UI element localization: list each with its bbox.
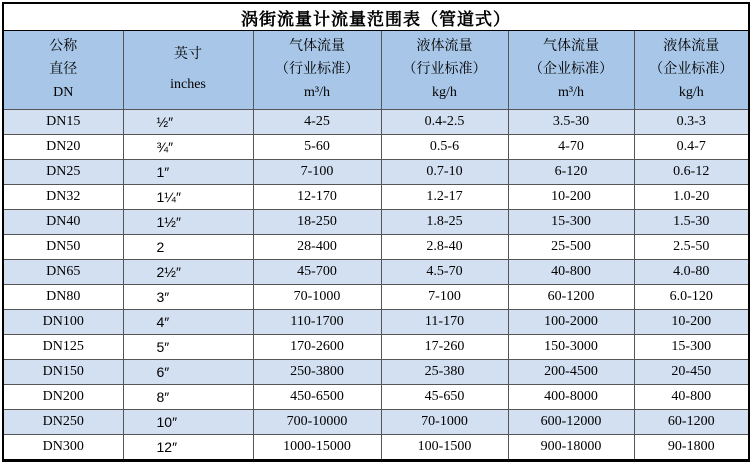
- liquid-flow-enterprise-cell: 60-1200: [634, 410, 749, 435]
- gas-flow-enterprise-cell: 60-1200: [508, 285, 634, 310]
- dn-cell: DN65: [3, 260, 123, 285]
- gas-flow-enterprise-cell: 25-500: [508, 235, 634, 260]
- table-body: [3, 110, 749, 461]
- liquid-flow-industry-cell: 100-1500: [381, 435, 508, 461]
- table-row: [3, 135, 749, 160]
- gas-flow-enterprise-cell: 900-18000: [508, 435, 634, 461]
- col-header-dn: [3, 31, 123, 110]
- gas-flow-enterprise-cell: 40-800: [508, 260, 634, 285]
- col-header-liquid-enterprise-unit: kg/h: [678, 85, 704, 100]
- col-header-dn-line3: DN: [53, 85, 74, 100]
- gas-flow-industry-cell: 70-1000: [253, 285, 381, 310]
- dn-cell: DN100: [3, 310, 123, 335]
- dn-cell: DN250: [3, 410, 123, 435]
- gas-flow-enterprise-cell: 4-70: [508, 135, 634, 160]
- col-header-gas-industry-unit: m³/h: [304, 85, 330, 100]
- gas-flow-industry-cell: 450-6500: [253, 385, 381, 410]
- inches-cell: 10″: [123, 410, 253, 435]
- inches-cell: 3″: [123, 285, 253, 310]
- col-header-inches-line2: inches: [170, 77, 206, 93]
- table-header-row: [3, 31, 749, 110]
- inches-cell: 2: [123, 235, 253, 260]
- table-row: [3, 160, 749, 185]
- gas-flow-industry-cell: 1000-15000: [253, 435, 381, 461]
- gas-flow-industry-cell: 4-25: [253, 110, 381, 135]
- page-title: 涡街流量计流量范围表（管道式）: [3, 3, 749, 31]
- col-header-gas-enterprise-line2: （企业标准）: [529, 62, 613, 77]
- col-header-liquid-enterprise-line1: 液体流量: [663, 39, 720, 54]
- dn-cell: DN40: [3, 210, 123, 235]
- inches-cell: 8″: [123, 385, 253, 410]
- liquid-flow-enterprise-cell: 2.5-50: [634, 235, 749, 260]
- liquid-flow-enterprise-cell: 0.3-3: [634, 110, 749, 135]
- col-header-inches: [123, 31, 253, 110]
- dn-cell: DN80: [3, 285, 123, 310]
- inches-cell: 4″: [123, 310, 253, 335]
- inches-cell: 1½″: [123, 210, 253, 235]
- table-row: [3, 360, 749, 385]
- col-header-gas-enterprise-line1: 气体流量: [543, 39, 599, 54]
- table-row: [3, 385, 749, 410]
- gas-flow-industry-cell: 170-2600: [253, 335, 381, 360]
- gas-flow-industry-cell: 18-250: [253, 210, 381, 235]
- gas-flow-industry-cell: 700-10000: [253, 410, 381, 435]
- liquid-flow-enterprise-cell: 1.5-30: [634, 210, 749, 235]
- dn-cell: DN125: [3, 335, 123, 360]
- liquid-flow-enterprise-cell: 20-450: [634, 360, 749, 385]
- table-row: [3, 185, 749, 210]
- gas-flow-industry-cell: 45-700: [253, 260, 381, 285]
- liquid-flow-enterprise-cell: 10-200: [634, 310, 749, 335]
- col-header-gas-industry: [253, 31, 381, 110]
- liquid-flow-industry-cell: 0.5-6: [381, 135, 508, 160]
- flow-range-table: [2, 2, 750, 462]
- col-header-inches-line1: 英寸: [174, 46, 202, 62]
- liquid-flow-industry-cell: 25-380: [381, 360, 508, 385]
- gas-flow-enterprise-cell: 3.5-30: [508, 110, 634, 135]
- col-header-liquid-industry-unit: kg/h: [432, 85, 457, 100]
- col-header-liquid-industry-line1: 液体流量: [416, 39, 473, 54]
- col-header-gas-industry-line2: （行业标准）: [275, 62, 359, 77]
- liquid-flow-enterprise-cell: 15-300: [634, 335, 749, 360]
- inches-cell: 6″: [123, 360, 253, 385]
- title-row: [3, 3, 749, 31]
- liquid-flow-enterprise-cell: 0.4-7: [634, 135, 749, 160]
- liquid-flow-enterprise-cell: 4.0-80: [634, 260, 749, 285]
- dn-cell: DN200: [3, 385, 123, 410]
- table-row: [3, 410, 749, 435]
- gas-flow-enterprise-cell: 10-200: [508, 185, 634, 210]
- liquid-flow-industry-cell: 45-650: [381, 385, 508, 410]
- table-row: [3, 110, 749, 135]
- col-header-liquid-industry-line2: （行业标准）: [402, 62, 487, 77]
- liquid-flow-industry-cell: 70-1000: [381, 410, 508, 435]
- gas-flow-enterprise-cell: 6-120: [508, 160, 634, 185]
- liquid-flow-industry-cell: 2.8-40: [381, 235, 508, 260]
- liquid-flow-industry-cell: 1.8-25: [381, 210, 508, 235]
- liquid-flow-industry-cell: 11-170: [381, 310, 508, 335]
- gas-flow-industry-cell: 28-400: [253, 235, 381, 260]
- gas-flow-enterprise-cell: 200-4500: [508, 360, 634, 385]
- gas-flow-industry-cell: 5-60: [253, 135, 381, 160]
- dn-cell: DN20: [3, 135, 123, 160]
- liquid-flow-enterprise-cell: 90-1800: [634, 435, 749, 461]
- table-row: [3, 335, 749, 360]
- table-row: [3, 310, 749, 335]
- dn-cell: DN15: [3, 110, 123, 135]
- inches-cell: ½″: [123, 110, 253, 135]
- gas-flow-enterprise-cell: 15-300: [508, 210, 634, 235]
- gas-flow-enterprise-cell: 600-12000: [508, 410, 634, 435]
- table-row: [3, 210, 749, 235]
- dn-cell: DN150: [3, 360, 123, 385]
- liquid-flow-industry-cell: 17-260: [381, 335, 508, 360]
- col-header-liquid-enterprise-line2: （企业标准）: [649, 62, 734, 77]
- col-header-gas-enterprise: [508, 31, 634, 110]
- dn-cell: DN25: [3, 160, 123, 185]
- col-header-gas-industry-line1: 气体流量: [289, 39, 345, 54]
- inches-cell: 1¼″: [123, 185, 253, 210]
- col-header-liquid-industry: [381, 31, 508, 110]
- table-row: [3, 260, 749, 285]
- table-row: [3, 235, 749, 260]
- col-header-dn-line1: 公称: [49, 39, 78, 54]
- liquid-flow-industry-cell: 7-100: [381, 285, 508, 310]
- gas-flow-industry-cell: 250-3800: [253, 360, 381, 385]
- liquid-flow-enterprise-cell: 40-800: [634, 385, 749, 410]
- inches-cell: 12″: [123, 435, 253, 461]
- gas-flow-industry-cell: 110-1700: [253, 310, 381, 335]
- table-row: [3, 435, 749, 461]
- liquid-flow-enterprise-cell: 6.0-120: [634, 285, 749, 310]
- gas-flow-enterprise-cell: 150-3000: [508, 335, 634, 360]
- gas-flow-industry-cell: 12-170: [253, 185, 381, 210]
- liquid-flow-industry-cell: 0.4-2.5: [381, 110, 508, 135]
- table-row: [3, 285, 749, 310]
- col-header-liquid-enterprise: [634, 31, 749, 110]
- liquid-flow-enterprise-cell: 1.0-20: [634, 185, 749, 210]
- liquid-flow-industry-cell: 0.7-10: [381, 160, 508, 185]
- liquid-flow-industry-cell: 1.2-17: [381, 185, 508, 210]
- inches-cell: 2½″: [123, 260, 253, 285]
- gas-flow-enterprise-cell: 400-8000: [508, 385, 634, 410]
- gas-flow-industry-cell: 7-100: [253, 160, 381, 185]
- liquid-flow-industry-cell: 4.5-70: [381, 260, 508, 285]
- col-header-dn-line2: 直径: [49, 62, 78, 77]
- inches-cell: ¾″: [123, 135, 253, 160]
- col-header-gas-enterprise-unit: m³/h: [558, 85, 584, 100]
- gas-flow-enterprise-cell: 100-2000: [508, 310, 634, 335]
- inches-cell: 5″: [123, 335, 253, 360]
- dn-cell: DN32: [3, 185, 123, 210]
- dn-cell: DN300: [3, 435, 123, 461]
- inches-cell: 1″: [123, 160, 253, 185]
- liquid-flow-enterprise-cell: 0.6-12: [634, 160, 749, 185]
- dn-cell: DN50: [3, 235, 123, 260]
